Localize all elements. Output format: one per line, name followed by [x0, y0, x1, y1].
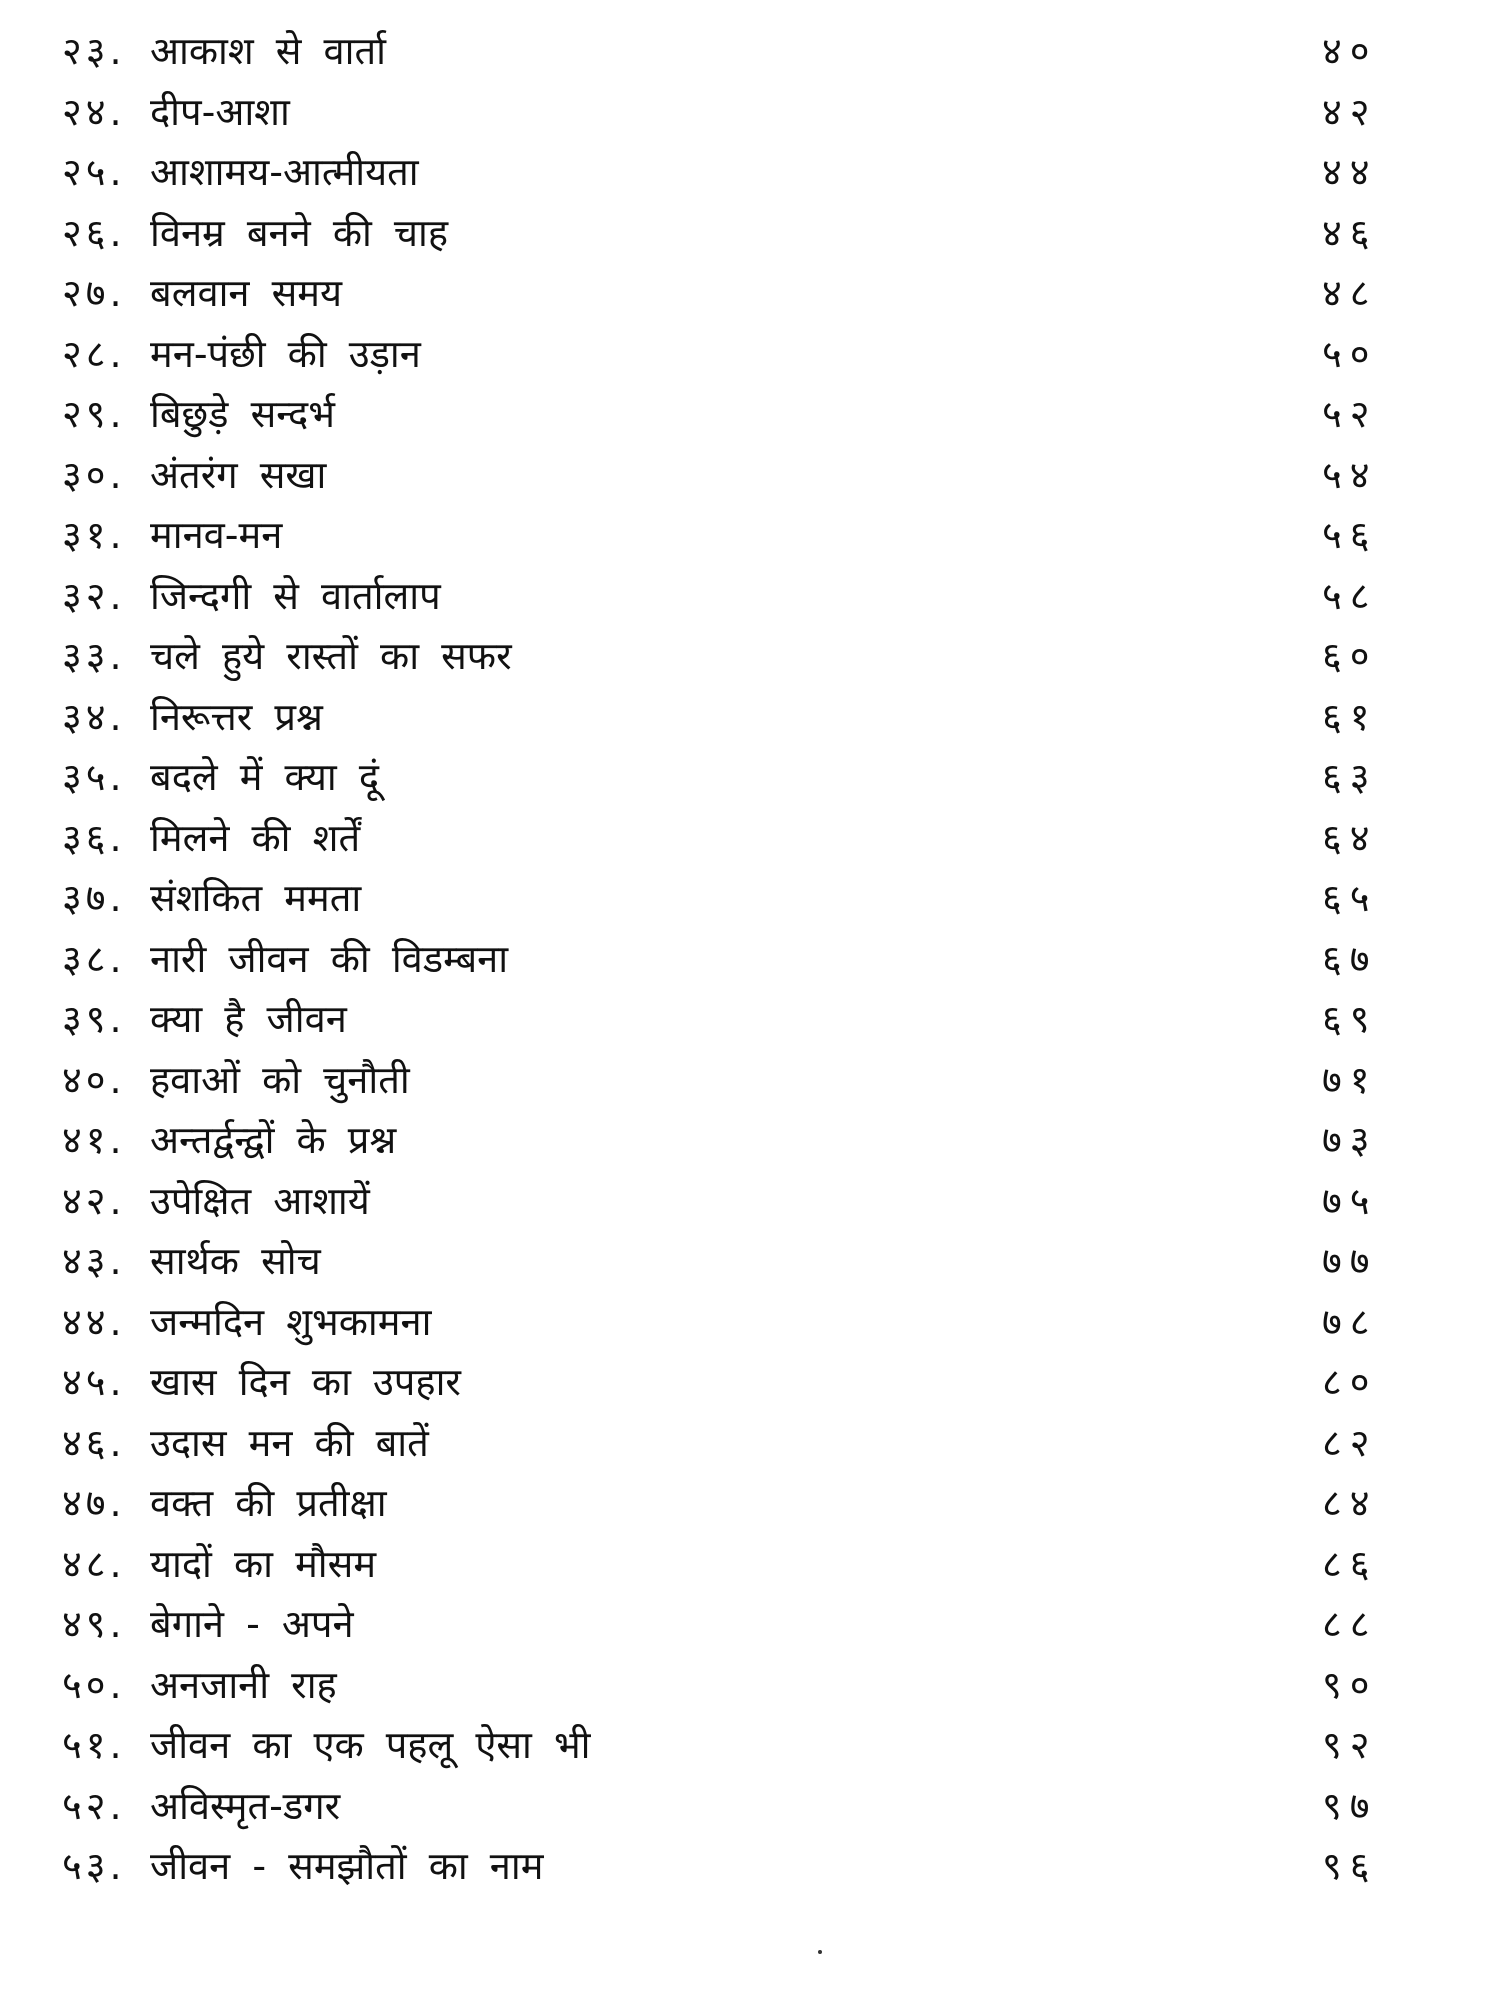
toc-entry [0, 445, 1500, 505]
entry-number: ४७. [62, 1481, 126, 1525]
toc-entry [0, 687, 1500, 747]
toc-entry [0, 203, 1500, 263]
toc-entry [0, 263, 1500, 323]
entry-number: ४०. [62, 1057, 126, 1102]
entry-title: बेगाने - अपने [150, 1602, 354, 1646]
entry-title: मानव-मन [150, 513, 283, 557]
entry-page-number: ४४ [1322, 150, 1378, 194]
entry-number: ३६. [62, 815, 126, 860]
entry-title: दीप-आशा [150, 89, 290, 134]
entry-page-number: ७८ [1322, 1299, 1378, 1344]
entry-title: अन्तर्द्वन्द्वों के प्रश्न [150, 1118, 397, 1162]
toc-entry [0, 1594, 1500, 1654]
entry-number: २३. [62, 29, 126, 73]
entry-page-number: ४० [1322, 29, 1378, 73]
entry-title: जन्मदिन शुभकामना [150, 1299, 432, 1344]
entry-title: निरूत्तर प्रश्न [150, 694, 323, 739]
entry-number: ४३. [62, 1239, 126, 1283]
entry-page-number: ४२ [1322, 89, 1378, 134]
entry-title: अनजानी राह [150, 1662, 337, 1707]
entry-title: आशामय-आत्मीयता [150, 150, 419, 194]
entry-page-number: ५६ [1322, 513, 1378, 557]
entry-number: ३२. [62, 573, 126, 618]
toc-entry [0, 868, 1500, 928]
toc-entry [0, 1413, 1500, 1473]
entry-page-number: ६५ [1322, 876, 1378, 920]
entry-page-number: ९६ [1322, 1844, 1378, 1888]
entry-title: जीवन का एक पहलू ऐसा भी [150, 1723, 591, 1767]
entry-number: ५३. [62, 1844, 126, 1888]
entry-number: ४९. [62, 1602, 126, 1646]
entry-page-number: ६३ [1322, 755, 1378, 799]
print-speck [818, 1950, 822, 1954]
entry-page-number: ६४ [1322, 815, 1378, 860]
toc-entry [0, 929, 1500, 989]
toc-entry [0, 1171, 1500, 1231]
entry-page-number: ६७ [1322, 936, 1378, 981]
entry-title: उदास मन की बातें [150, 1420, 429, 1465]
entry-title: बिछुड़े सन्दर्भ [150, 392, 335, 436]
entry-number: ५१. [62, 1723, 126, 1767]
entry-number: ३८. [62, 936, 126, 981]
entry-number: २८. [62, 331, 126, 376]
entry-page-number: ६९ [1322, 997, 1378, 1041]
toc-entry [0, 1292, 1500, 1352]
entry-page-number: ९७ [1322, 1783, 1378, 1828]
entry-number: ४६. [62, 1420, 126, 1465]
entry-page-number: ५२ [1322, 392, 1378, 436]
entry-page-number: ७३ [1322, 1118, 1378, 1162]
toc-entry [0, 989, 1500, 1049]
entry-title: खास दिन का उपहार [150, 1360, 461, 1404]
entry-title: आकाश से वार्ता [150, 29, 387, 73]
toc-entry [0, 82, 1500, 142]
entry-title: बलवान समय [150, 271, 343, 315]
toc-entry [0, 747, 1500, 807]
toc-entry [0, 1110, 1500, 1170]
entry-title: विनम्र बनने की चाह [150, 210, 449, 255]
toc-entry [0, 566, 1500, 626]
entry-page-number: ७१ [1322, 1057, 1378, 1102]
entry-page-number: ४६ [1322, 210, 1378, 255]
toc-entry [0, 21, 1500, 81]
entry-title: संशकित ममता [150, 876, 362, 920]
entry-page-number: ९२ [1322, 1723, 1378, 1767]
entry-number: ३३. [62, 634, 126, 678]
toc-entry [0, 1050, 1500, 1110]
entry-title: उपेक्षित आशायें [150, 1178, 370, 1223]
entry-number: २४. [62, 89, 126, 134]
entry-number: २९. [62, 392, 126, 436]
toc-entry [0, 626, 1500, 686]
entry-page-number: ८८ [1322, 1602, 1378, 1646]
entry-page-number: ७५ [1322, 1178, 1378, 1223]
entry-page-number: ६१ [1322, 694, 1378, 739]
entry-page-number: ८४ [1322, 1481, 1378, 1525]
toc-entry [0, 142, 1500, 202]
entry-title: जीवन - समझौतों का नाम [150, 1844, 544, 1888]
entry-page-number: ८२ [1322, 1420, 1378, 1465]
entry-number: २५. [62, 150, 126, 194]
entry-number: ३९. [62, 997, 126, 1041]
entry-page-number: ७७ [1322, 1239, 1378, 1283]
toc-entry [0, 505, 1500, 565]
entry-page-number: ५४ [1322, 452, 1378, 497]
entry-number: २७. [62, 271, 126, 315]
entry-number: ५२. [62, 1783, 126, 1828]
entry-page-number: ८६ [1322, 1541, 1378, 1586]
entry-number: ३४. [62, 694, 126, 739]
toc-entry [0, 1655, 1500, 1715]
entry-page-number: ८० [1322, 1360, 1378, 1404]
entry-number: ४५. [62, 1360, 126, 1404]
entry-title: हवाओं को चुनौती [150, 1057, 410, 1102]
entry-number: ४२. [62, 1178, 126, 1223]
entry-page-number: ५८ [1322, 573, 1378, 618]
toc-entry [0, 1836, 1500, 1896]
toc-entry [0, 1776, 1500, 1836]
entry-page-number: ५० [1322, 331, 1378, 376]
entry-number: ४१. [62, 1118, 126, 1162]
entry-title: क्या है जीवन [150, 997, 347, 1041]
entry-title: अंतरंग सखा [150, 452, 327, 497]
toc-entry [0, 384, 1500, 444]
entry-title: वक्त की प्रतीक्षा [150, 1481, 387, 1525]
entry-title: नारी जीवन की विडम्बना [150, 936, 509, 981]
toc-entry [0, 1534, 1500, 1594]
toc-entry [0, 1473, 1500, 1533]
toc-entry [0, 1231, 1500, 1291]
entry-number: ३०. [62, 452, 126, 497]
entry-page-number: ६० [1322, 634, 1378, 678]
entry-title: मिलने की शर्तें [150, 815, 361, 860]
entry-number: ३७. [62, 876, 126, 920]
entry-number: २६. [62, 210, 126, 255]
entry-number: ४४. [62, 1299, 126, 1344]
entry-number: ५०. [62, 1662, 126, 1707]
toc-entry [0, 1715, 1500, 1775]
toc-entry [0, 808, 1500, 868]
entry-title: बदले में क्या दूं [150, 755, 379, 799]
entry-title: सार्थक सोच [150, 1239, 321, 1283]
toc-entry [0, 1352, 1500, 1412]
entry-page-number: ९० [1322, 1662, 1378, 1707]
entry-number: ३१. [62, 513, 126, 557]
entry-title: यादों का मौसम [150, 1541, 377, 1586]
entry-title: मन-पंछी की उड़ान [150, 331, 421, 376]
entry-title: चले हुये रास्तों का सफर [150, 634, 512, 678]
entry-page-number: ४८ [1322, 271, 1378, 315]
entry-number: ४८. [62, 1541, 126, 1586]
toc-entry [0, 324, 1500, 384]
entry-title: जिन्दगी से वार्तालाप [150, 573, 441, 618]
entry-title: अविस्मृत-डगर [150, 1783, 341, 1828]
entry-number: ३५. [62, 755, 126, 799]
